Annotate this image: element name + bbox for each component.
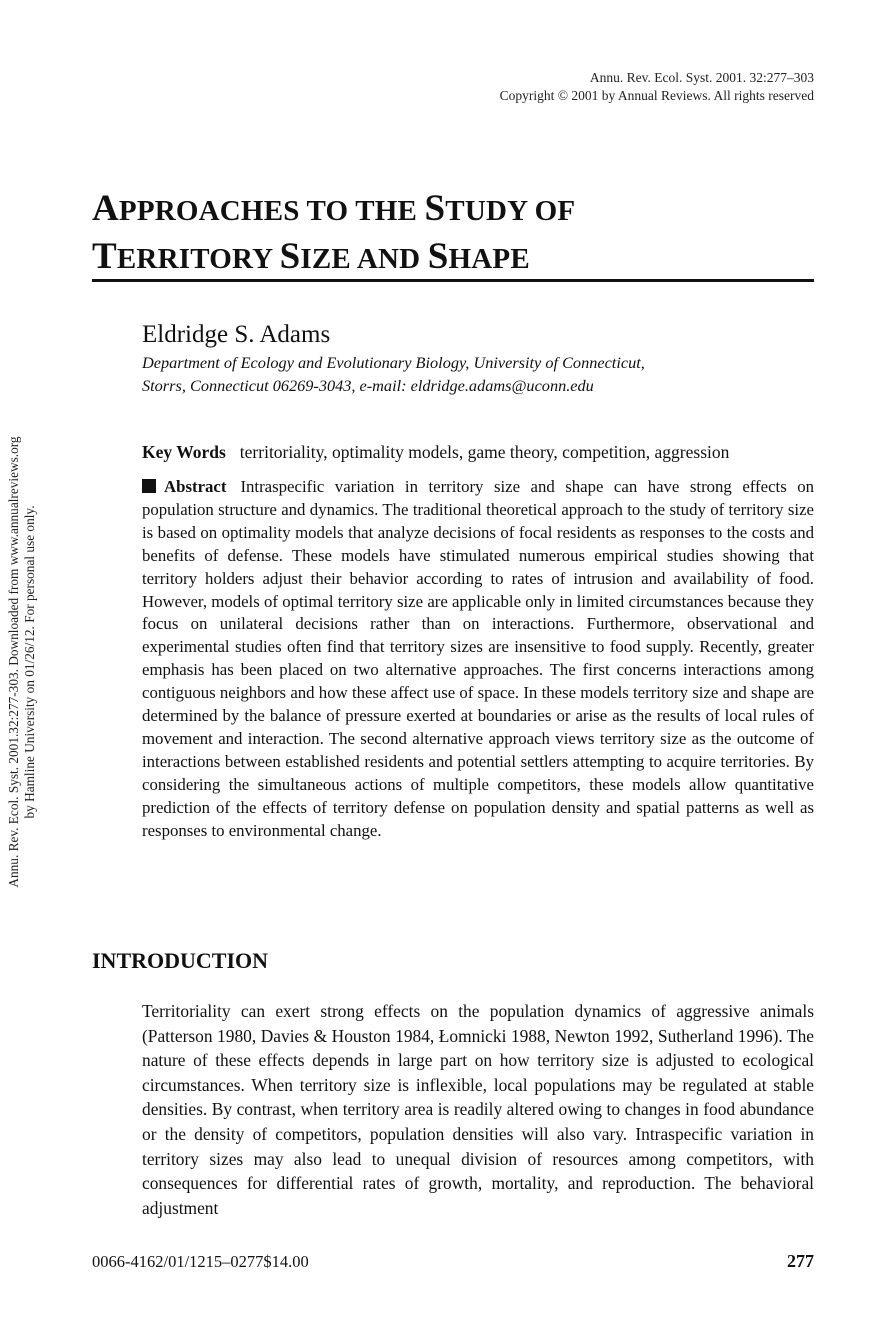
affiliation-line-2: Storrs, Connecticut 06269-3043, e-mail: eldridge.adams@uconn.edu bbox=[142, 376, 594, 395]
introduction-paragraph: Territoriality can exert strong effects on the population dynamics of aggressive animals (Patterson 1980, Davies & Houston 1984, Łomnicki 1988, Newton 1992, Sutherland 1996). The nature of these effects depends in large part on how territory size is adjusted to ecological circumstances. When territory size is inflexible, local populations may be regulated at stable densities. By contrast, when territory area is readily altered owing to changes in food abundance or the density of competitors, population densities will also vary. Intraspecific variation in territory sizes may also lead to unequal division of resources among competitors, with consequences for differential rates of growth, mortality, and reproduction. The behavioral adjustment bbox=[142, 1001, 814, 1218]
keywords bbox=[142, 440, 814, 464]
article-title bbox=[92, 186, 814, 282]
abstract-label: Abstract bbox=[164, 477, 227, 496]
abstract-square-icon bbox=[142, 479, 156, 493]
title-line-2: TERRITORY SIZE AND SHAPE bbox=[92, 236, 530, 277]
author-name: Eldridge S. Adams bbox=[142, 321, 331, 348]
author-affiliation bbox=[142, 351, 814, 397]
title-rule bbox=[92, 279, 814, 282]
download-side-note bbox=[6, 382, 38, 942]
side-note-line-1: Annu. Rev. Ecol. Syst. 2001.32:277-303. Downloaded from www.annualreviews.org bbox=[6, 436, 21, 888]
footer-code: 0066-4162/01/1215–0277$14.00 bbox=[92, 1252, 309, 1271]
page-number: 277 bbox=[787, 1251, 814, 1271]
title-line-1: APPROACHES TO THE STUDY OF bbox=[92, 188, 576, 229]
affiliation-line-1: Department of Ecology and Evolutionary Biology, University of Connecticut, bbox=[142, 353, 645, 372]
copyright-notice: Copyright © 2001 by Annual Reviews. All rights reserved bbox=[499, 88, 814, 103]
keywords-label: Key Words bbox=[142, 442, 226, 462]
keywords-text: territoriality, optimality models, game theory, competition, aggression bbox=[239, 442, 730, 462]
side-note-line-2: by Hamline University on 01/26/12. For personal use only. bbox=[22, 505, 37, 819]
abstract bbox=[142, 476, 814, 843]
journal-citation: Annu. Rev. Ecol. Syst. 2001. 32:277–303 bbox=[589, 70, 814, 85]
section-heading-introduction: INTRODUCTION bbox=[92, 948, 269, 973]
journal-header bbox=[500, 69, 814, 105]
abstract-text: Intraspecific variation in territory size and shape can have strong effects on population structure and dynamics. The traditional theoretical approach to the study of territory size is based on optimality models that analyze decisions of focal residents as responses to the costs and benefits of defense. These models have stimulated numerous empirical studies showing that territory holders adjust their behavior according to rates of intrusion and availability of food. However, models of optimal territory size are applicable only in limited circumstances because they focus on unilateral decisions rather than on interactions. Furthermore, observational and experimental studies often find that territory sizes are insensitive to food supply. Recently, greater emphasis has been placed on two alternative approaches. The first concerns interactions among contiguous neighbors and how these affect use of space. In these models territory size and shape are determined by the balance of pressure exerted at boundaries or arise as the results of local rules of movement and interaction. The second alternative approach views territory size as the outcome of interactions between established residents and potential settlers attempting to acquire territories. By considering the simultaneous actions of multiple competitors, these models allow quantitative prediction of the effects of territory defense on population density and spatial patterns as well as responses to environmental change. bbox=[142, 477, 814, 840]
